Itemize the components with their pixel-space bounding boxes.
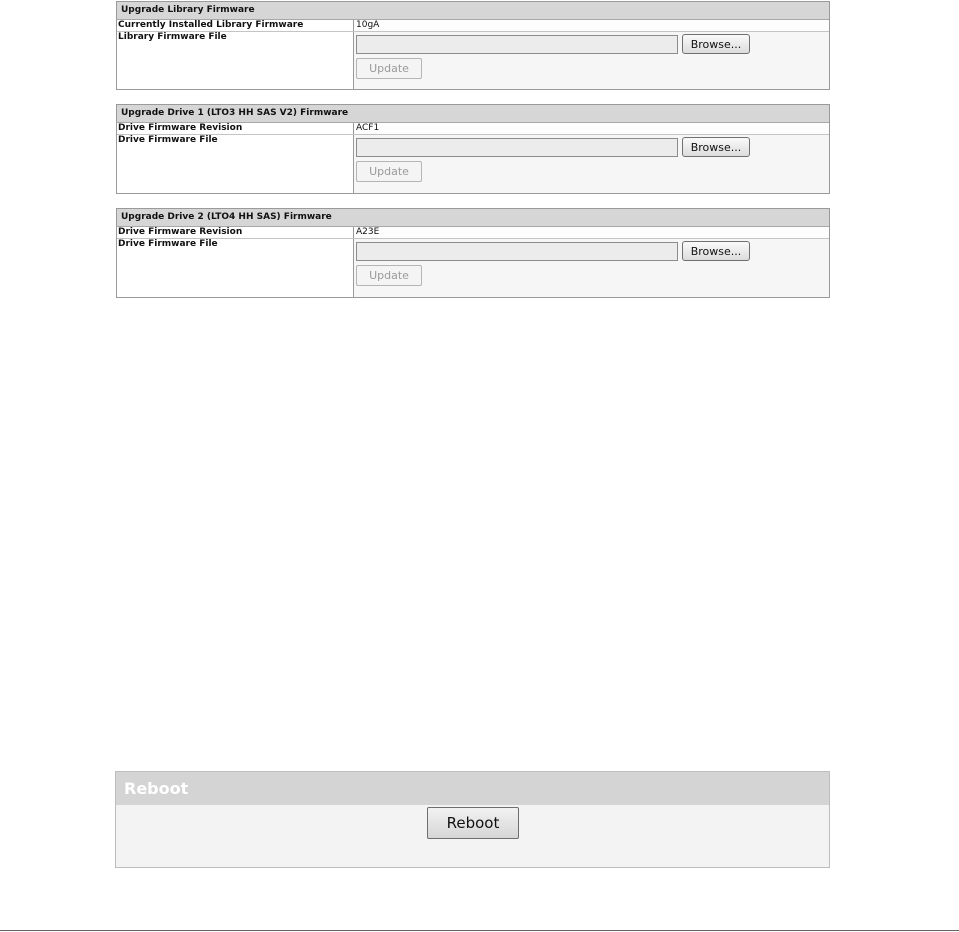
drive2-revision-value: A23E <box>354 227 829 238</box>
drive2-firmware-header: Upgrade Drive 2 (LTO4 HH SAS) Firmware <box>117 209 829 227</box>
drive2-file-input[interactable] <box>356 242 678 261</box>
drive1-revision-label: Drive Firmware Revision <box>117 123 354 134</box>
installed-firmware-value: 10gA <box>354 20 829 31</box>
reboot-header: Reboot <box>116 772 829 805</box>
drive1-file-input[interactable] <box>356 138 678 157</box>
drive1-file-label: Drive Firmware File <box>117 135 354 193</box>
library-browse-button[interactable]: Browse... <box>682 34 750 54</box>
drive2-file-row <box>117 239 829 297</box>
library-firmware-header: Upgrade Library Firmware <box>117 2 829 20</box>
drive1-revision-row <box>117 123 829 135</box>
library-file-label: Library Firmware File <box>117 32 354 89</box>
drive2-firmware-panel <box>116 208 830 298</box>
drive2-browse-button[interactable]: Browse... <box>682 241 750 261</box>
reboot-button[interactable]: Reboot <box>427 807 519 839</box>
library-firmware-panel <box>116 1 830 90</box>
drive1-file-row <box>117 135 829 193</box>
library-file-row <box>117 32 829 89</box>
footer-divider <box>0 930 959 931</box>
drive2-revision-row <box>117 227 829 239</box>
drive2-file-label: Drive Firmware File <box>117 239 354 297</box>
drive1-revision-value: ACF1 <box>354 123 829 134</box>
drive2-update-button[interactable]: Update <box>356 265 422 286</box>
drive1-firmware-header: Upgrade Drive 1 (LTO3 HH SAS V2) Firmware <box>117 105 829 123</box>
installed-firmware-row <box>117 20 829 32</box>
library-file-input[interactable] <box>356 35 678 54</box>
drive1-browse-button[interactable]: Browse... <box>682 137 750 157</box>
installed-firmware-label: Currently Installed Library Firmware <box>117 20 354 31</box>
reboot-panel <box>115 771 830 868</box>
drive2-revision-label: Drive Firmware Revision <box>117 227 354 238</box>
drive1-update-button[interactable]: Update <box>356 161 422 182</box>
drive1-firmware-panel <box>116 104 830 194</box>
library-update-button[interactable]: Update <box>356 58 422 79</box>
